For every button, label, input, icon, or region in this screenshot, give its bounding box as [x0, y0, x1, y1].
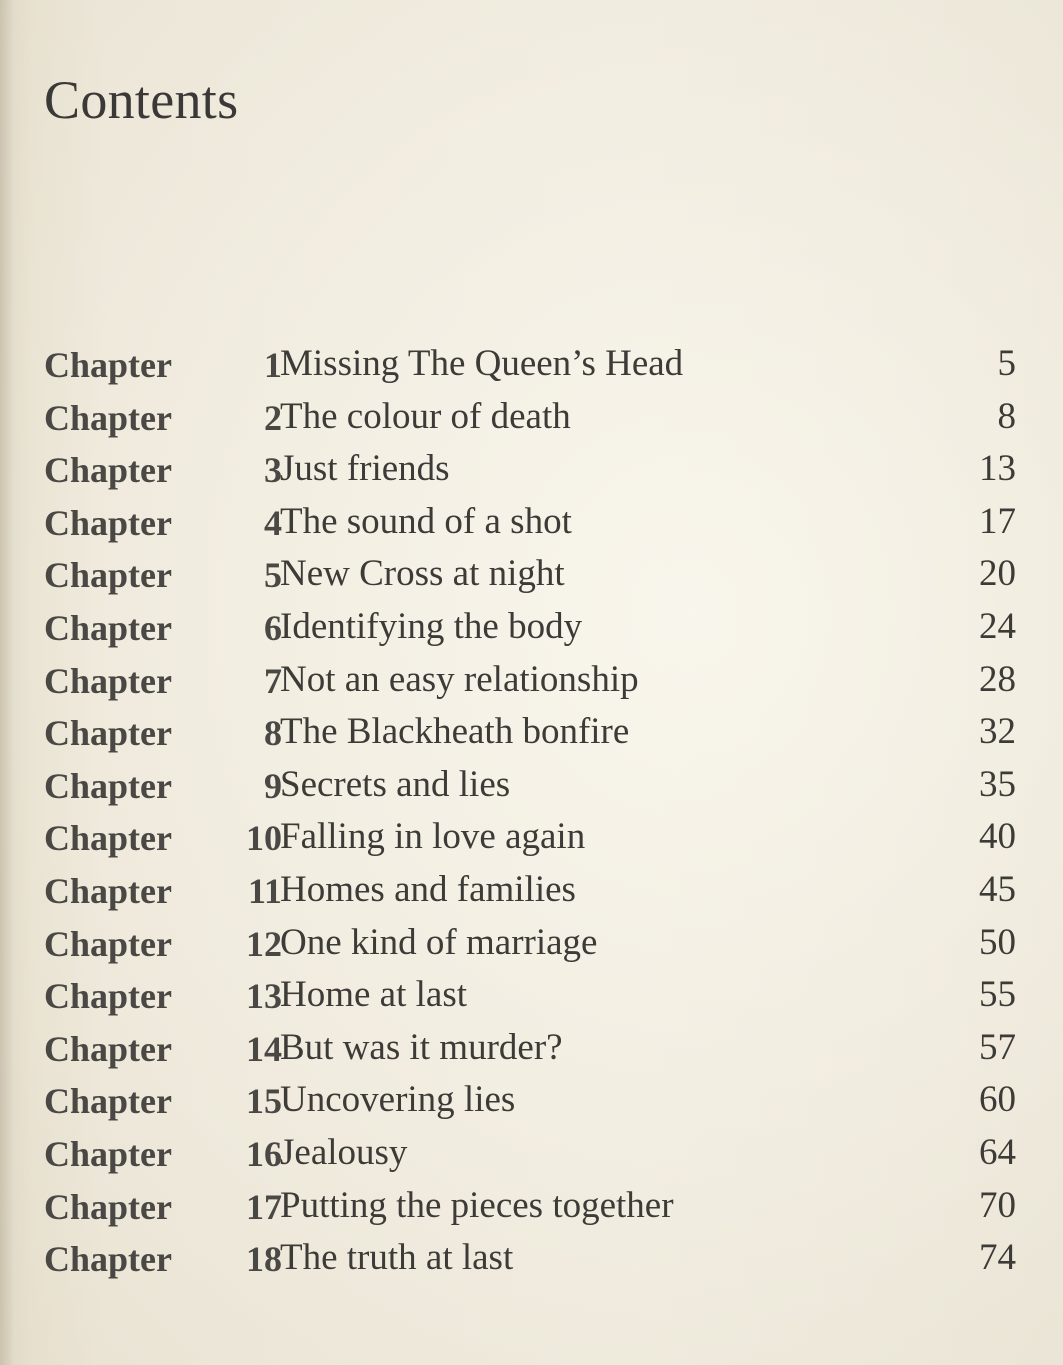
page-number: 35 — [979, 763, 1016, 805]
page-number: 5 — [997, 343, 1016, 384]
chapter-number: 7 — [264, 660, 282, 701]
chapter-title: Home at last — [280, 974, 468, 1016]
page-number: 64 — [979, 1131, 1016, 1173]
toc-entry — [44, 864, 1016, 917]
toc-entry — [44, 654, 1016, 707]
chapter-number: 15 — [246, 1081, 282, 1122]
chapter-label: Chapter — [44, 502, 172, 543]
chapter-title: But was it murder? — [280, 1026, 563, 1068]
page-number: 70 — [979, 1184, 1016, 1226]
chapter-title: Putting the pieces together — [280, 1184, 674, 1226]
page-number: 28 — [979, 658, 1016, 700]
chapter-title: Missing The Queen’s Head — [280, 343, 684, 384]
chapter-title: Just friends — [280, 448, 450, 490]
chapter-title: Homes and families — [280, 868, 576, 910]
chapter-number: 12 — [246, 923, 282, 964]
chapter-number: 18 — [246, 1239, 282, 1280]
chapter-number: 1 — [264, 345, 282, 385]
chapter-label: Chapter — [44, 450, 172, 491]
page-number: 20 — [979, 553, 1016, 595]
chapter-title: One kind of marriage — [280, 921, 598, 963]
chapter-number: 3 — [264, 450, 282, 491]
page-number: 74 — [979, 1237, 1016, 1279]
chapter-number: 13 — [246, 976, 282, 1017]
chapter-title: Jealousy — [280, 1131, 408, 1173]
chapter-title: The sound of a shot — [280, 500, 572, 542]
chapter-label: Chapter — [44, 1239, 172, 1280]
page-number: 55 — [979, 974, 1016, 1016]
page-number: 17 — [979, 500, 1016, 542]
chapter-number: 10 — [246, 818, 282, 859]
toc-entry — [44, 338, 1016, 391]
toc-entry — [44, 1232, 1016, 1285]
chapter-label: Chapter — [44, 555, 172, 596]
page-number: 60 — [979, 1079, 1016, 1121]
toc-entry — [44, 1074, 1016, 1127]
chapter-number: 8 — [264, 713, 282, 754]
chapter-number: 4 — [264, 502, 282, 543]
chapter-title: The truth at last — [280, 1237, 514, 1279]
chapter-number: 6 — [264, 607, 282, 648]
toc-entry — [44, 601, 1016, 654]
page-number: 57 — [979, 1026, 1016, 1068]
chapter-number: 17 — [246, 1186, 282, 1227]
page-number: 13 — [979, 448, 1016, 490]
table-of-contents — [44, 338, 1016, 1285]
page-number: 24 — [979, 605, 1016, 647]
toc-entry — [44, 443, 1016, 496]
chapter-label: Chapter — [44, 660, 172, 701]
chapter-number: 5 — [264, 555, 282, 596]
toc-entry — [44, 1180, 1016, 1233]
chapter-title: Falling in love again — [280, 816, 586, 858]
chapter-label: Chapter — [44, 976, 172, 1017]
chapter-label: Chapter — [44, 713, 172, 754]
chapter-label: Chapter — [44, 607, 172, 648]
chapter-label: Chapter — [44, 870, 172, 911]
page-gutter-shadow — [0, 0, 14, 1365]
toc-entry — [44, 496, 1016, 549]
chapter-label: Chapter — [44, 818, 172, 859]
chapter-title: The Blackheath bonfire — [280, 711, 630, 753]
chapter-label: Chapter — [44, 345, 172, 385]
page-number: 8 — [997, 395, 1016, 437]
toc-entry — [44, 811, 1016, 864]
chapter-title: Not an easy relationship — [280, 658, 639, 700]
toc-entry — [44, 1022, 1016, 1075]
page-number: 40 — [979, 816, 1016, 858]
chapter-title: New Cross at night — [280, 553, 565, 595]
chapter-title: The colour of death — [280, 395, 571, 437]
toc-entry — [44, 969, 1016, 1022]
chapter-label: Chapter — [44, 923, 172, 964]
chapter-number: 16 — [246, 1133, 282, 1174]
page-number: 50 — [979, 921, 1016, 963]
chapter-label: Chapter — [44, 1186, 172, 1227]
chapter-number: 9 — [264, 765, 282, 806]
chapter-label: Chapter — [44, 765, 172, 806]
chapter-number: 11 — [247, 870, 282, 911]
chapter-title: Secrets and lies — [280, 763, 511, 805]
toc-entry — [44, 391, 1016, 444]
chapter-title: Uncovering lies — [280, 1079, 516, 1121]
chapter-label: Chapter — [44, 1081, 172, 1122]
page-number: 32 — [979, 711, 1016, 753]
toc-entry — [44, 1127, 1016, 1180]
chapter-label: Chapter — [44, 397, 172, 438]
page-title: Contents — [44, 70, 239, 130]
toc-entry — [44, 548, 1016, 601]
toc-entry — [44, 917, 1016, 970]
chapter-label: Chapter — [44, 1028, 172, 1069]
chapter-number: 14 — [246, 1028, 282, 1069]
toc-entry — [44, 759, 1016, 812]
chapter-label: Chapter — [44, 1133, 172, 1174]
toc-entry — [44, 706, 1016, 759]
page-number: 45 — [979, 868, 1016, 910]
chapter-number: 2 — [264, 397, 282, 438]
chapter-title: Identifying the body — [280, 605, 583, 647]
